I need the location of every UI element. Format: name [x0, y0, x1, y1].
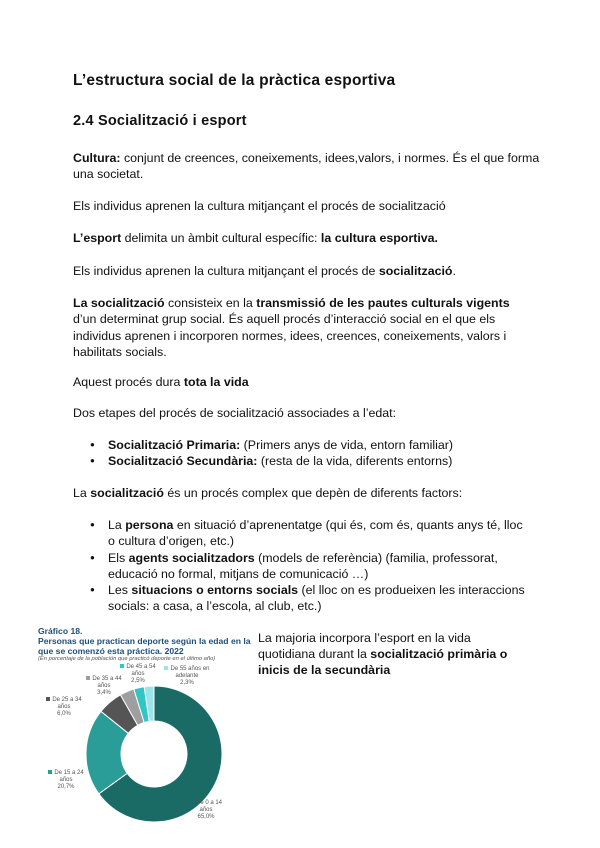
slice-label-0: De 0 a 14 años 65,0% — [186, 800, 226, 821]
paragraph-two-stages: Dos etapes del procés de socialització associades a l’edat: — [73, 406, 397, 420]
list-item: ● La persona en situació d’aprenentatge (qui és, com és, quants anys té, lloc o cultura d’origen, etc.) — [90, 517, 530, 550]
section-title: 2.4 Socialització i esport — [73, 113, 247, 129]
factors-list — [90, 517, 530, 615]
slice-label-4: De 45 a 54 años 2,5% — [118, 664, 158, 685]
list-item: ● Els agents socialitzadors (models de referència) (familia, professorat, educació no formal, mitjans de comunicació …) — [90, 550, 530, 583]
list-item: ● Socialització Primaria: (Primers anys de vida, entorn familiar) — [90, 437, 530, 453]
paragraph-individuals-1: Els individus aprenen la cultura mitjançant el procés de socialització — [73, 199, 446, 213]
stages-list — [90, 437, 530, 470]
list-item: ● Socialització Secundària: (resta de la vida, diferents entorns) — [90, 453, 530, 469]
paragraph-sport-culture: L’esport delimita un àmbit cultural específic: la cultura esportiva. — [73, 231, 438, 245]
chart-subtitle: (En porcentaje de la población que practicó deporte en el último año) — [38, 656, 216, 662]
chart-title-line1: Gráfico 18. — [38, 626, 83, 636]
list-item: ● Les situacions o entorns socials (el lloc on es produeixen les interaccions socials: a casa, a l’escola, al club, etc.) — [90, 582, 530, 615]
slice-label-3: De 35 a 44 años 3,4% — [84, 676, 124, 697]
slice-label-2: De 25 a 34 años 6,0% — [42, 697, 86, 718]
chart-title-line2: Personas que practican deporte según la edad en la que se comenzó esta práctica. 2022 — [38, 636, 251, 656]
slice-label-1: De 15 a 24 años 20,7% — [44, 770, 88, 791]
paragraph-socialization-definition: La socialització consisteix en la transmissió de les pautes culturals vigents d’un determinat grup social. És aquell procés d’interacció social en el que els individus aprenen i incorporen normes, idees, creences, coneixements, valors i habilitats socials. — [73, 296, 510, 359]
paragraph-complex-process: La socialització és un procés complex que depèn de diferents factors: — [73, 486, 463, 500]
paragraph-lifelong: Aquest procés dura tota la vida — [73, 375, 249, 389]
slice-label-5: De 55 años en adelante 2,3% — [162, 666, 212, 687]
culture-definition: Cultura: conjunt de creences, coneixements, idees,valors, i normes. És el que forma una societat. — [73, 151, 540, 182]
chart-header — [38, 626, 256, 663]
paragraph-individuals-2: Els individus aprenen la cultura mitjançant el procés de socialització. — [73, 264, 456, 278]
page-heading: L’estructura social de la pràctica esportiva — [73, 72, 396, 89]
side-note: La majoria incorpora l’esport en la vida quotidiana durant la socialització primària o inicis de la secundària — [258, 631, 508, 677]
